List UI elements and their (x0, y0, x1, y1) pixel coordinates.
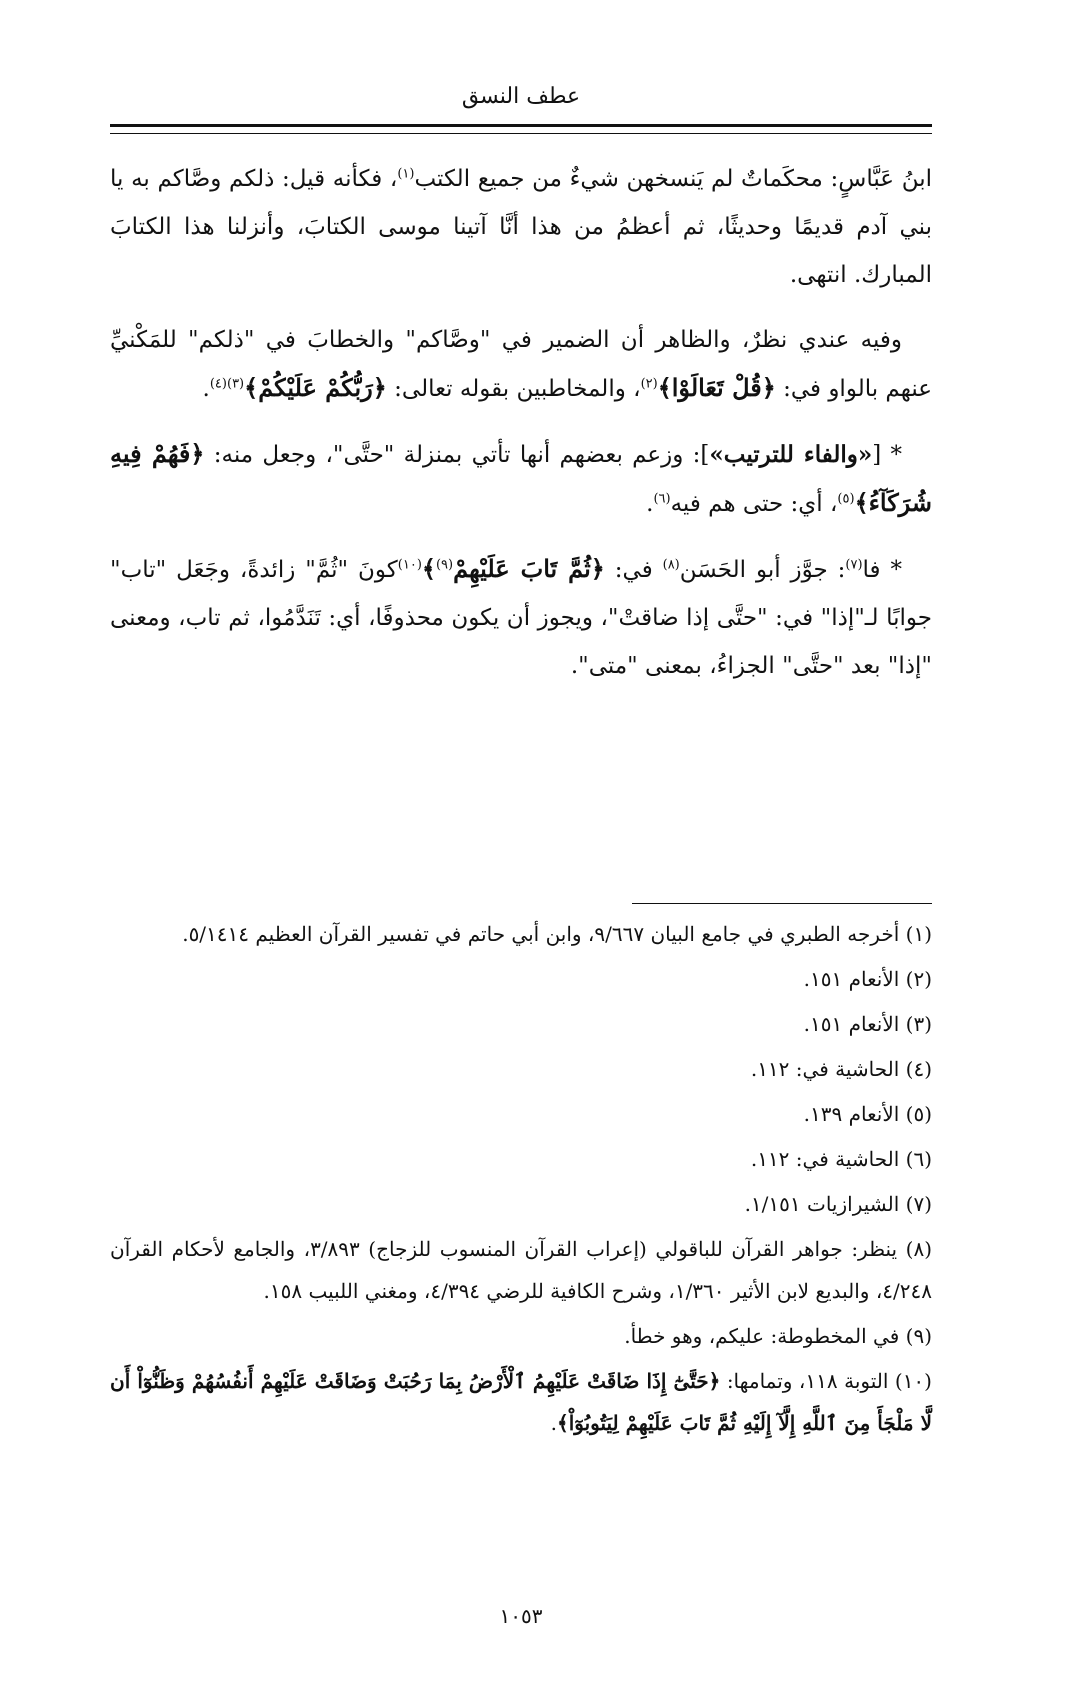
footnote-ref-5: (٥) (837, 491, 855, 507)
p4-text-c: في: (604, 557, 663, 583)
footnote-1: (١) أخرجه الطبري في جامع البيان ٩/٦٦٧، وابن أبي حاتم في تفسير القرآن العظيم ٥/١٤١٤. (182, 922, 932, 946)
footnote-ref-9: (٩) (435, 557, 454, 573)
footnote-ref-8: (٨) (662, 557, 680, 573)
footnote-10-end: . (550, 1411, 557, 1435)
footnote-ref-2: (٢) (640, 376, 658, 392)
p3-star: * [ (872, 442, 902, 468)
p2-text-b: ، والمخاطبين بقوله تعالى: (386, 376, 641, 402)
p3-text-c: . (646, 491, 654, 517)
quran-verse-4-end: ﴾ (421, 554, 436, 583)
footnote-ref-6: (٦) (653, 491, 671, 507)
p4-text-d: كونَ "ثُمَّ" زائدةً، وجَعَل "تاب" جوابًا لـ"إذا" في: "حتَّى إذا ضاقتْ"، ويجوز أن يكون محذوفًا، أي: تَنَدَّمُوا، ثم تاب، ومعنى "إذا" بعد "حتَّى" الجزاءُ، بمعنى "متى". (110, 557, 932, 679)
footnote-ref-7: (٧) (845, 557, 863, 573)
p4-text-b: : جوَّز أبو الحَسَن (679, 557, 846, 583)
footnote-6: (٦) الحاشية في: ١١٢. (750, 1147, 932, 1171)
quran-verse-2: ﴿رَبُّكُمْ عَلَيْكُمْ﴾ (244, 373, 387, 402)
footnote-10 (110, 1360, 932, 1444)
running-header: عطف النسق (461, 84, 581, 109)
p1-text-a: ابنُ عَبَّاسٍ: محكَماتٌ لم يَنسخهن شيءٌ من جميع الكتب (414, 166, 932, 192)
quran-verse-1: ﴿قُلْ تَعَالَوْا﴾ (657, 373, 776, 402)
footnote-separator (632, 903, 932, 904)
header-rule-thin (110, 133, 932, 134)
footnote-8: (٨) ينظر: جواهر القرآن للباقولي (إعراب القرآن المنسوب للزجاج) ٣/٨٩٣، والجامع لأحكام القرآن ٤/٢٤٨، والبديع لابن الأثير ١/٣٦٠، وشرح الكافية للرضي ٤/٣٩٤، ومغني اللبيب ١٥٨. (110, 1237, 932, 1303)
footnote-4: (٤) الحاشية في: ١١٢. (750, 1057, 932, 1081)
main-text (110, 155, 932, 707)
p3-text-b: ، أي: حتى هم فيه (670, 491, 838, 517)
p2-text-c: . (202, 376, 210, 402)
paragraph-2 (110, 316, 932, 413)
paragraph-3 (110, 430, 932, 528)
footnote-ref-1: (١) (397, 166, 415, 182)
paragraph-4 (110, 545, 932, 690)
p2-text-a: وفيه عندي نظرٌ، والظاهر أن الضمير في "وصَّاكم" والخطابَ في "ذلكم" للمَكْنيِّ عنهم بالواو في: (110, 327, 932, 402)
p4-text-a: * فا (862, 557, 902, 583)
p3-heading: «والفاء للترتيب» (709, 441, 873, 468)
footnote-2: (٢) الأنعام ١٥١. (803, 967, 932, 991)
p1-text-b: ، فكأنه قيل: ذلكم وصَّاكم به يا بني آدم قديمًا وحديثًا، ثم أعظمُ من هذا أنَّا آتينا موسى الكتابَ، وأنزلنا هذا الكتابَ المبارك. انتهى. (110, 166, 932, 288)
header-rule-thick (110, 124, 932, 127)
footnotes-list (110, 913, 932, 1447)
p3-text-a: ]: وزعم بعضهم أنها تأتي بمنزلة "حتَّى"، وجعل منه: (204, 442, 710, 468)
page-number: ١٠٥٣ (499, 1604, 543, 1628)
footnote-5: (٥) الأنعام ١٣٩. (803, 1102, 932, 1126)
footnote-7: (٧) الشيرازيات ١/١٥١. (744, 1192, 932, 1216)
quran-verse-4: ﴿ثُمَّ تَابَ عَلَيْهِمْ (453, 554, 605, 583)
footnote-ref-3-4: (٣)(٤) (209, 376, 245, 392)
footnote-10-text: (١٠) التوبة ١١٨، وتمامها: (720, 1369, 932, 1393)
footnote-ref-10: (١٠) (397, 557, 422, 573)
footnote-3: (٣) الأنعام ١٥١. (803, 1012, 932, 1036)
footnote-10-verse: ﴿حَتَّىٰٓ إِذَا ضَاقَتْ عَلَيْهِمُ ٱلْأَرْضُ بِمَا رَحُبَتْ وَضَاقَتْ عَلَيْهِمْ أَنفُسُهُمْ وَظَنُّوٓاْ أَن لَّا مَلْجَأَ مِنَ ٱللَّهِ إِلَّآ إِلَيْهِ ثُمَّ تَابَ عَلَيْهِمْ لِيَتُوبُوٓاْ﴾ (110, 1369, 932, 1435)
quran-verse-3: ﴿فَهُمْ فِيهِ شُرَكَآءُ﴾ (110, 439, 932, 517)
footnote-9: (٩) في المخطوطة: عليكم، وهو خطأ. (624, 1324, 932, 1348)
paragraph-1 (110, 155, 932, 299)
